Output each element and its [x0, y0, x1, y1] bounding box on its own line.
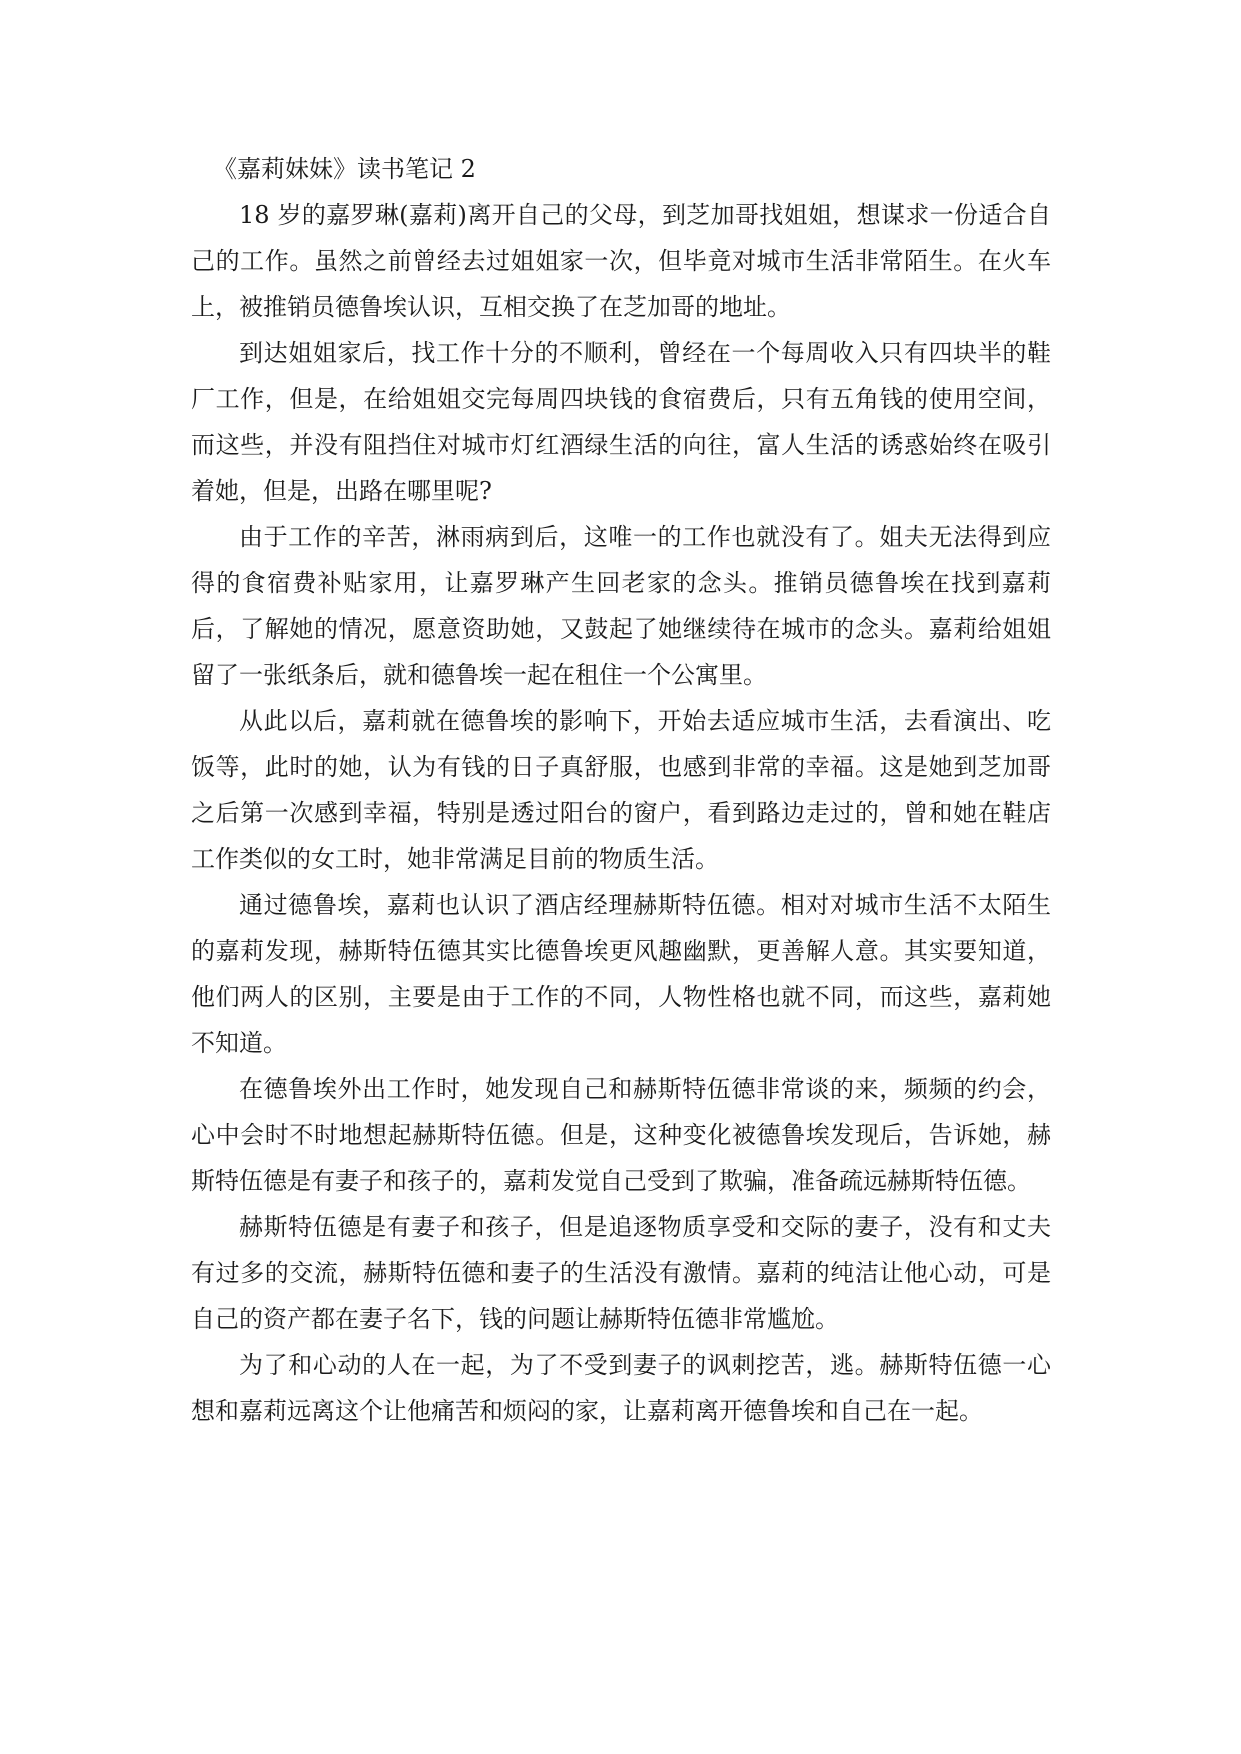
document-body	[191, 146, 1051, 1434]
paragraph-2: 到达姐姐家后，找工作十分的不顺利，曾经在一个每周收入只有四块半的鞋厂工作，但是，在给姐姐交完每周四块钱的食宿费后，只有五角钱的使用空间，而这些，并没有阻挡住对城市灯红酒绿生活的向往，富人生活的诱惑始终在吸引着她，但是，出路在哪里呢?	[191, 339, 1051, 505]
paragraph-8: 为了和心动的人在一起，为了不受到妻子的讽刺挖苦，逃。赫斯特伍德一心想和嘉莉远离这个让他痛苦和烦闷的家，让嘉莉离开德鲁埃和自己在一起。	[191, 1351, 1051, 1425]
paragraph-7: 赫斯特伍德是有妻子和孩子，但是追逐物质享受和交际的妻子，没有和丈夫有过多的交流，赫斯特伍德和妻子的生活没有激情。嘉莉的纯洁让他心动，可是自己的资产都在妻子名下，钱的问题让赫斯特伍德非常尴尬。	[191, 1213, 1051, 1333]
paragraph-6: 在德鲁埃外出工作时，她发现自己和赫斯特伍德非常谈的来，频频的约会，心中会时不时地想起赫斯特伍德。但是，这种变化被德鲁埃发现后，告诉她，赫斯特伍德是有妻子和孩子的，嘉莉发觉自己受到了欺骗，准备疏远赫斯特伍德。	[191, 1075, 1051, 1195]
paragraph-5: 通过德鲁埃，嘉莉也认识了酒店经理赫斯特伍德。相对对城市生活不太陌生的嘉莉发现，赫斯特伍德其实比德鲁埃更风趣幽默，更善解人意。其实要知道，他们两人的区别，主要是由于工作的不同，人物性格也就不同，而这些，嘉莉她不知道。	[191, 891, 1051, 1057]
paragraph-4: 从此以后，嘉莉就在德鲁埃的影响下，开始去适应城市生活，去看演出、吃饭等，此时的她，认为有钱的日子真舒服，也感到非常的幸福。这是她到芝加哥之后第一次感到幸福，特别是透过阳台的窗户，看到路边走过的，曾和她在鞋店工作类似的女工时，她非常满足目前的物质生活。	[191, 707, 1051, 873]
paragraph-3: 由于工作的辛苦，淋雨病到后，这唯一的工作也就没有了。姐夫无法得到应得的食宿费补贴家用，让嘉罗琳产生回老家的念头。推销员德鲁埃在找到嘉莉后，了解她的情况，愿意资助她，又鼓起了她继续待在城市的念头。嘉莉给姐姐留了一张纸条后，就和德鲁埃一起在租住一个公寓里。	[191, 523, 1051, 689]
paragraph-1: 18 岁的嘉罗琳(嘉莉)离开自己的父母，到芝加哥找姐姐，想谋求一份适合自己的工作。虽然之前曾经去过姐姐家一次，但毕竟对城市生活非常陌生。在火车上，被推销员德鲁埃认识，互相交换了在芝加哥的地址。	[191, 201, 1051, 321]
document-title: 《嘉莉妹妹》读书笔记 2	[213, 155, 476, 183]
